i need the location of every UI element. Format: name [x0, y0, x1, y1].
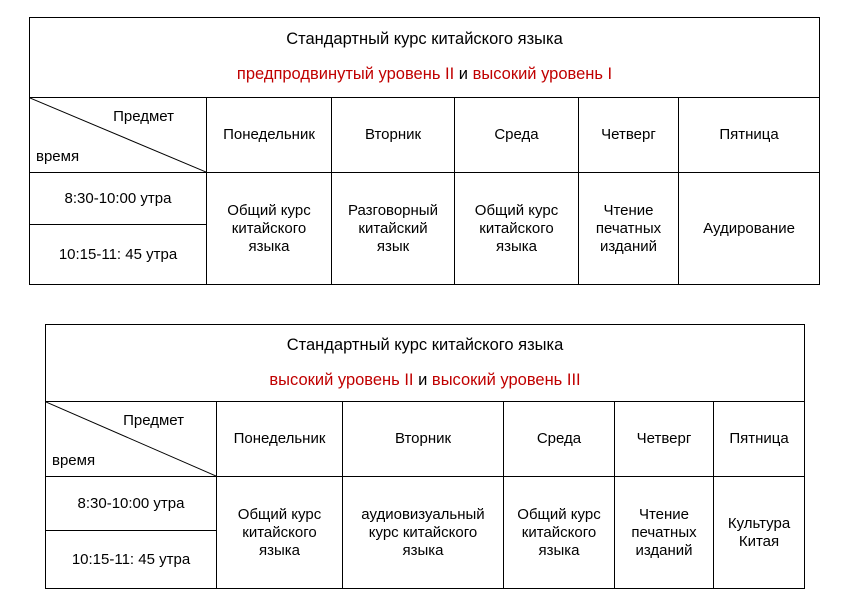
table-2-header — [46, 325, 805, 402]
day-header: Пятница — [714, 402, 805, 477]
day-header: Пятница — [679, 98, 820, 173]
table-1-corner-cell — [30, 98, 207, 173]
table-2-level-a: высокий уровень II — [269, 370, 414, 389]
subject-cell: Разговорный китайский язык — [332, 173, 455, 285]
time-slot: 8:30-10:00 утра — [46, 477, 217, 531]
corner-subject-label: Предмет — [123, 412, 184, 429]
table-2-level-b: высокий уровень III — [431, 370, 581, 389]
corner-time-label: время — [36, 148, 80, 165]
day-header: Вторник — [343, 402, 504, 477]
day-header: Четверг — [615, 402, 714, 477]
day-header: Среда — [504, 402, 615, 477]
corner-subject-label: Предмет — [113, 108, 174, 125]
subject-cell: аудиовизуальный курс китайского языка — [343, 477, 504, 589]
table-2-title: Стандартный курс китайского языка — [286, 335, 564, 354]
table-1-title: Стандартный курс китайского языка — [286, 30, 563, 49]
subject-cell: Общий курс китайского языка — [504, 477, 615, 589]
subject-cell: Общий курс китайского языка — [455, 173, 579, 285]
table-2-corner-cell — [46, 402, 217, 477]
time-slot: 10:15-11: 45 утра — [30, 225, 207, 285]
table-2-connector: и — [418, 370, 428, 389]
table-1-level-a: предпродвинутый уровень II — [236, 65, 455, 83]
table-1-level-b: высокий уровень I — [472, 65, 613, 83]
day-header: Вторник — [332, 98, 455, 173]
time-slot: 10:15-11: 45 утра — [46, 531, 217, 589]
subject-cell: Чтение печатных изданий — [615, 477, 714, 589]
table-1-header — [30, 18, 820, 98]
subject-cell: Общий курс китайского языка — [217, 477, 343, 589]
table-1-connector: и — [458, 65, 469, 83]
corner-time-label: время — [52, 452, 96, 469]
day-header: Понедельник — [217, 402, 343, 477]
subject-cell: Аудирование — [679, 173, 820, 285]
subject-cell: Культура Китая — [714, 477, 805, 589]
subject-cell: Общий курс китайского языка — [207, 173, 332, 285]
day-header: Четверг — [579, 98, 679, 173]
subject-cell: Чтение печатных изданий — [579, 173, 679, 285]
day-header: Понедельник — [207, 98, 332, 173]
schedule-table-2 — [45, 324, 805, 589]
time-slot: 8:30-10:00 утра — [30, 173, 207, 225]
day-header: Среда — [455, 98, 579, 173]
schedule-table-1 — [29, 17, 820, 285]
